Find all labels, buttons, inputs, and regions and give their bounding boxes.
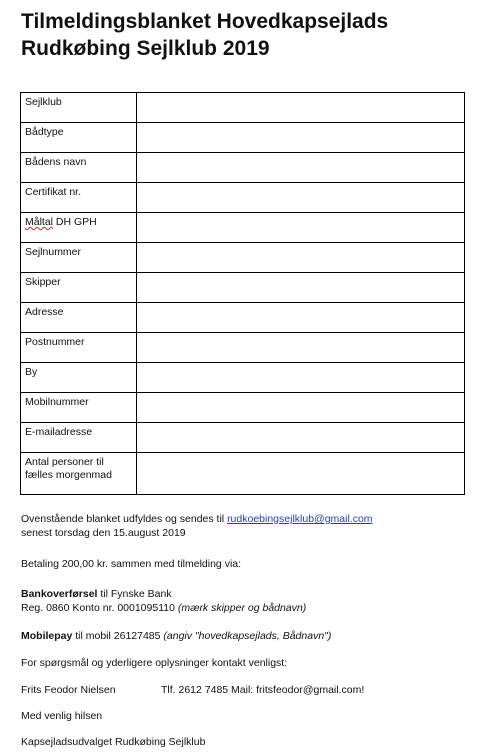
form-field[interactable] xyxy=(137,243,465,273)
form-label: Sejlnummer xyxy=(21,243,137,273)
form-row-sejlklub xyxy=(21,93,465,123)
form-row-baadens-navn xyxy=(21,153,465,183)
form-label: E-mailadresse xyxy=(21,423,137,453)
form-row-by xyxy=(21,363,465,393)
title-line-2: Rudkøbing Sejlklub 2019 xyxy=(21,37,270,60)
mobilepay-label: Mobilepay xyxy=(21,630,73,642)
form-field[interactable] xyxy=(137,273,465,303)
page-title xyxy=(21,8,471,62)
payment-intro: Betaling 200,00 kr. sammen med tilmelding via: xyxy=(21,558,242,570)
contact-intro: For spørgsmål og yderligere oplysninger kontakt venligst: xyxy=(21,657,288,669)
form-row-baadtype xyxy=(21,123,465,153)
form-field[interactable] xyxy=(137,333,465,363)
form-field[interactable] xyxy=(137,123,465,153)
bank-transfer-line xyxy=(21,588,471,601)
form-field[interactable] xyxy=(137,363,465,393)
form-row-postnummer xyxy=(21,333,465,363)
closing-text: Med venlig hilsen xyxy=(21,710,103,722)
mobilepay-line xyxy=(21,630,471,643)
form-label: Adresse xyxy=(21,303,137,333)
deadline-text: senest torsdag den 15.august 2019 xyxy=(21,527,186,539)
form-field[interactable] xyxy=(137,393,465,423)
form-label: Mobilnummer xyxy=(21,393,137,423)
form-label: Sejlklub xyxy=(21,93,137,123)
contact-details: Tlf. 2612 7485 Mail: fritsfeodor@gmail.com! xyxy=(161,684,365,696)
form-label: Bådtype xyxy=(21,123,137,153)
form-row-sejlnummer xyxy=(21,243,465,273)
form-field[interactable] xyxy=(137,153,465,183)
form-field[interactable] xyxy=(137,183,465,213)
form-field[interactable] xyxy=(137,93,465,123)
registration-form-table xyxy=(20,92,465,495)
mobilepay-note: (angiv "hovedkapsejlads, Bådnavn") xyxy=(163,630,332,642)
bank-details: Reg. 0860 Konto nr. 0001095110 xyxy=(21,602,178,614)
form-label: Postnummer xyxy=(21,333,137,363)
form-label-line-2: fælles morgenmad xyxy=(25,469,112,481)
form-label: Skipper xyxy=(21,273,137,303)
form-label xyxy=(21,213,137,243)
form-label-line-1: Antal personer til xyxy=(25,456,104,468)
bank-details-line xyxy=(21,602,471,615)
bank-text: til Fynske Bank xyxy=(97,588,172,600)
form-field[interactable] xyxy=(137,453,465,495)
form-row-skipper xyxy=(21,273,465,303)
bank-note: (mærk skipper og bådnavn) xyxy=(177,602,307,614)
signature-text: Kapsejladsudvalget Rudkøbing Sejlklub xyxy=(21,736,206,748)
form-label xyxy=(21,453,137,495)
email-link[interactable]: rudkoebingsejlklub@gmail.com xyxy=(227,513,373,525)
instructions-text xyxy=(21,513,471,526)
form-label: Certifikat nr. xyxy=(21,183,137,213)
form-label: Bådens navn xyxy=(21,153,137,183)
form-label: By xyxy=(21,363,137,393)
title-line-1: Tilmeldingsblanket Hovedkapsejlads xyxy=(21,10,389,33)
bank-label: Bankoverførsel xyxy=(21,588,98,600)
form-row-adresse xyxy=(21,303,465,333)
form-label-rest: DH GPH xyxy=(53,216,97,228)
spellcheck-word: Måltal xyxy=(25,216,54,228)
instructions-prefix: Ovenstående blanket udfyldes og sendes til xyxy=(21,513,228,525)
form-field[interactable] xyxy=(137,213,465,243)
form-row-emailadresse xyxy=(21,423,465,453)
mobilepay-text: til mobil 26127485 xyxy=(72,630,164,642)
form-field[interactable] xyxy=(137,303,465,333)
form-row-mobilnummer xyxy=(21,393,465,423)
contact-name: Frits Feodor Nielsen xyxy=(21,684,116,696)
contact-line xyxy=(21,684,471,697)
form-field[interactable] xyxy=(137,423,465,453)
form-row-certifikat xyxy=(21,183,465,213)
form-row-antal-personer xyxy=(21,453,465,495)
form-row-maaltal xyxy=(21,213,465,243)
